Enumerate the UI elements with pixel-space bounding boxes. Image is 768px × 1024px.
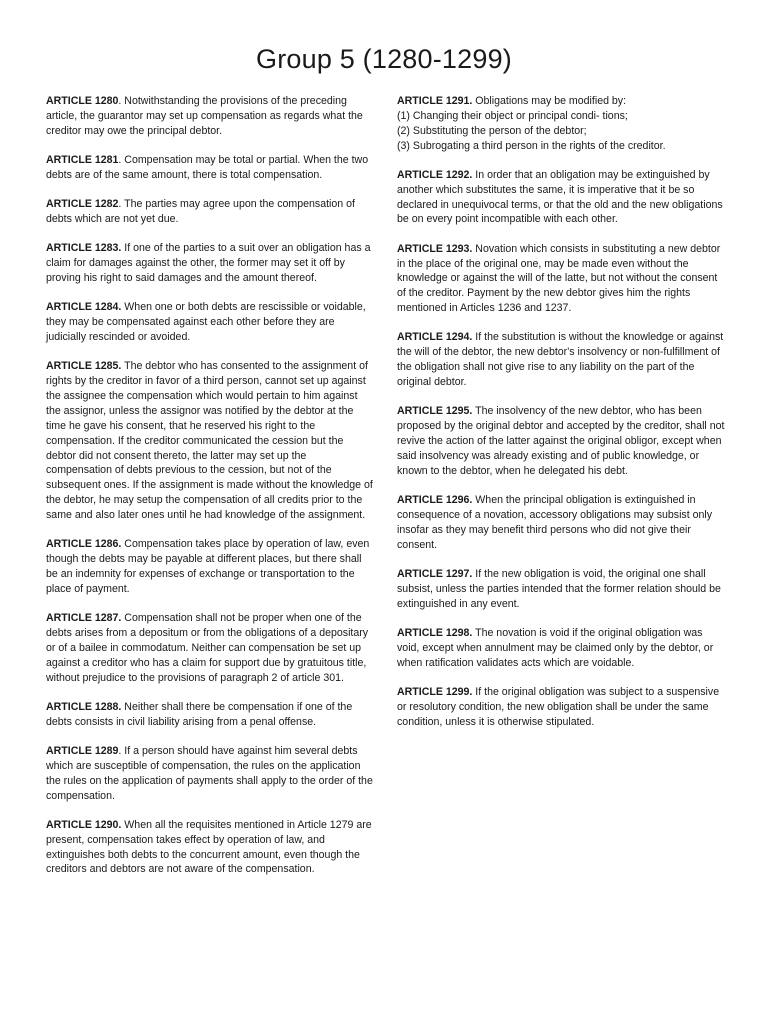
article-heading: ARTICLE 1289 [46, 745, 119, 758]
article-text: . The parties may agree upon the compensation of debts which are not yet due. [46, 198, 355, 226]
article-text: If the original obligation was subject to a suspensive or resolutory condition, the new obligation shall be under the same condition, unless it is otherwise stipulated. [397, 686, 720, 728]
article-1281 [46, 153, 374, 183]
article-heading: ARTICLE 1297. [397, 567, 473, 580]
article-heading: ARTICLE 1298. [397, 626, 473, 639]
article-text: Obligations may be modified by: (1) Changing their object or principal condi- tions; (2) Substituting the person of the debtor; (3) Subrogating a third person in the rights of the creditor. [397, 95, 666, 152]
article-1290 [46, 818, 374, 877]
article-1287 [46, 611, 374, 685]
article-heading: ARTICLE 1293. [397, 242, 473, 255]
article-text: . Compensation may be total or partial. When the two debts are of the same amount, there is total compensation. [46, 154, 369, 181]
article-heading: ARTICLE 1284. [46, 301, 122, 314]
article-1289 [46, 744, 374, 803]
article-text: The novation is void if the original obligation was void, except when annulment may be claimed only by the debtor, or when ratification validates acts which are voidable. [397, 626, 714, 669]
article-heading: ARTICLE 1299. [397, 686, 473, 698]
article-text: Neither shall there be compensation if one of the debts consists in civil liability arising from a penal offense. [46, 700, 353, 728]
left-column [46, 94, 374, 892]
article-1283 [46, 241, 374, 286]
article-text: When one or both debts are rescissible or voidable, they may be compensated against each other before they are judicially rescinded or avoided. [46, 301, 366, 344]
article-text: Compensation shall not be proper when one of the debts arises from a depositum or from the obligations of a depositary or of a bailee in commodatum. Neither can compensation be set up against a creditor who has a claim for support due by gratuitous title, without prejudice to the provisions of paragraph 2 of article 301. [46, 612, 369, 684]
article-heading: ARTICLE 1286. [46, 538, 122, 551]
article-heading: ARTICLE 1294. [397, 331, 473, 344]
article-1282 [46, 197, 374, 227]
article-text: If the new obligation is void, the original one shall subsist, unless the parties intended that the former relation should be extinguished in any event. [397, 567, 721, 610]
article-text: The insolvency of the new debtor, who has been proposed by the original debtor and accepted by the creditor, shall not revive the action of the latter against the original obligor, except when said insolvency was already existing and of public knowledge, or known to the debtor, when he delegated his debt. [397, 405, 725, 477]
article-text: If the substitution is without the knowledge or against the will of the debtor, the new debtor's insolvency or non-fulfillment of the obligation shall not give rise to any liability on the part of the original debtor. [397, 331, 724, 388]
article-1299 [397, 685, 725, 730]
article-text: Novation which consists in substituting a new debtor in the place of the original one, may be made even without the knowledge or against the will of the latte, but not without the consent of the creditor. Payment by the new debtor gives him the rights mentioned in Articles 1236 and 1237. [397, 242, 721, 315]
article-1292 [397, 168, 725, 227]
article-1295 [397, 404, 725, 478]
article-heading: ARTICLE 1287. [46, 612, 122, 625]
article-heading: ARTICLE 1292. [397, 168, 473, 181]
article-text: Compensation takes place by operation of law, even though the debts may be payable at different places, but there shall be an indemnity for expenses of exchange or transportation to the place of payment. [46, 538, 370, 595]
article-1286 [46, 537, 374, 596]
article-heading: ARTICLE 1296. [397, 494, 473, 507]
article-text: The debtor who has consented to the assignment of rights by the creditor in favor of a third person, cannot set up against the assignee the compensation which would pertain to him against the assignor, unless the assignor was notified by the debtor at the time he gave his consent, that he reserved his right to the compensation. If the creditor communicated the cession but the debtor did not consent thereto, the latter may set up the compensation of debts previous to the cession, but not of the subsequent ones. If the assignment is made without the knowledge of the debtor, he may setup the compensation of all credits prior to the same and also later ones until he had knowledge of the assignment. [46, 360, 373, 521]
article-1294 [397, 330, 725, 389]
article-heading: ARTICLE 1281 [46, 154, 119, 167]
article-text: . Notwithstanding the provisions of the preceding article, the guarantor may set up compensation as regards what the creditor may owe the principal debtor. [46, 95, 363, 137]
article-1293 [397, 242, 725, 316]
article-text: If one of the parties to a suit over an obligation has a claim for damages against the other, the former may set it off by proving his right to said damages and the amount thereof. [46, 242, 371, 285]
article-1285 [46, 359, 374, 522]
article-heading: ARTICLE 1285. [46, 360, 122, 373]
article-text: . If a person should have against him several debts which are susceptible of compensation, the rules on the application the rules on the application of payments shall apply to the order of the compensation. [46, 745, 373, 802]
article-heading: ARTICLE 1283. [46, 242, 122, 255]
article-heading: ARTICLE 1291. [397, 95, 473, 107]
article-heading: ARTICLE 1290. [46, 818, 122, 831]
article-1288 [46, 700, 374, 730]
page-title: Group 5 (1280-1299) [256, 44, 512, 74]
article-1296 [397, 493, 725, 552]
article-1298 [397, 626, 725, 671]
article-1297 [397, 567, 725, 612]
article-text: In order that an obligation may be extinguished by another which substitutes the same, it is imperative that it be so declared in unequivocal terms, or that the old and the new obligations be on every point incompatible with each other. [397, 168, 723, 226]
article-heading: ARTICLE 1288. [46, 700, 122, 713]
article-1284 [46, 300, 374, 345]
right-column [397, 94, 725, 744]
article-1291 [397, 94, 725, 153]
article-text: When all the requisites mentioned in Article 1279 are present, compensation takes effect by operation of law, and extinguishes both debts to the concurrent amount, even though the creditors and debtors are not aware of the compensation. [46, 818, 372, 876]
article-heading: ARTICLE 1282 [46, 198, 119, 211]
article-heading: ARTICLE 1280 [46, 95, 119, 107]
article-heading: ARTICLE 1295. [397, 405, 473, 418]
article-1280 [46, 94, 374, 139]
article-text: When the principal obligation is extinguished in consequence of a novation, accessory obligations may subsist only insofar as they may benefit third persons who did not give their consent. [397, 494, 713, 551]
